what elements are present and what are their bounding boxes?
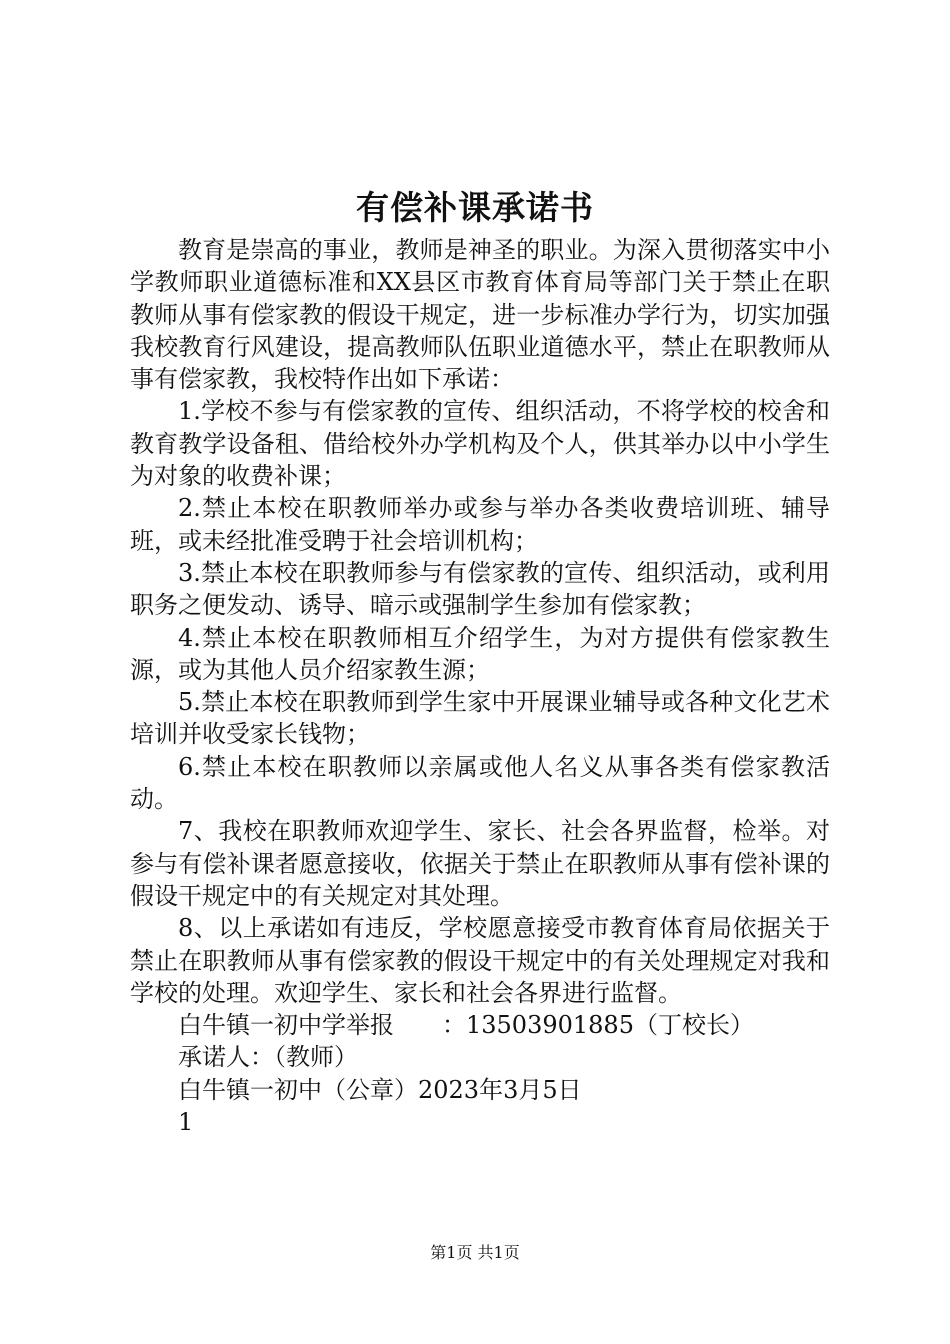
promise-item-5: 5.禁止本校在职教师到学生家中开展课业辅导或各种文化艺术培训并收受家长钱物； — [130, 688, 830, 749]
document-title: 有偿补课承诺书 — [356, 188, 594, 227]
promise-item-6: 6.禁止本校在职教师以亲属或他人名义从事各类有偿家教活动。 — [130, 752, 830, 814]
promise-item-8: 8、以上承诺如有违反，学校愿意接受市教育体育局依据关于禁止在职教师从事有偿家教的假设干规定中的有关处理规定对我和学校的处理。欢迎学生、家长和社会各界进行监督。 — [130, 914, 830, 1007]
promise-item-1: 1.学校不参与有偿家教的宣传、组织活动，不将学校的校舍和教育教学设备租、借给校外办学机构及个人，供其举办以中小学生为对象的收费补课； — [130, 397, 830, 491]
promise-item-7: 7、我校在职教师欢迎学生、家长、社会各界监督，检举。对参与有偿补课者愿意接收，依据关于禁止在职教师从事有偿补课的假设干规定中的有关规定对其处理。 — [130, 817, 830, 910]
document-body — [130, 234, 830, 1138]
page-footer: 第1页 共1页 — [430, 1243, 520, 1262]
promisor-line: 承诺人：（教师） — [178, 1043, 358, 1072]
promise-item-4: 4.禁止本校在职教师相互介绍学生，为对方提供有偿家教生源，或为其他人员介绍家教生源； — [130, 623, 830, 684]
report-contact-line: 白牛镇一初中学举报 ：13503901885（丁校长） — [178, 1011, 754, 1040]
promise-item-2: 2.禁止本校在职教师举办或参与举办各类收费培训班、辅导班，或未经批准受聘于社会培训机构； — [130, 494, 830, 555]
seal-date-line: 白牛镇一初中（公章）2023年3月5日 — [178, 1075, 582, 1104]
promise-item-3: 3.禁止本校在职教师参与有偿家教的宣传、组织活动，或利用职务之便发动、诱导、暗示或强制学生参加有偿家教； — [130, 558, 830, 620]
page-index: 1 — [178, 1108, 194, 1137]
intro-paragraph: 教育是崇高的事业，教师是神圣的职业。为深入贯彻落实中小学教师职业道德标准和XX县区市教育体育局等部门关于禁止在职教师从事有偿家教的假设干规定，进一步标准办学行为，切实加强我校教育行风建设，提高教师队伍职业道德水平，禁止在职教师从事有偿家教，我校特作出如下承诺： — [130, 236, 830, 394]
